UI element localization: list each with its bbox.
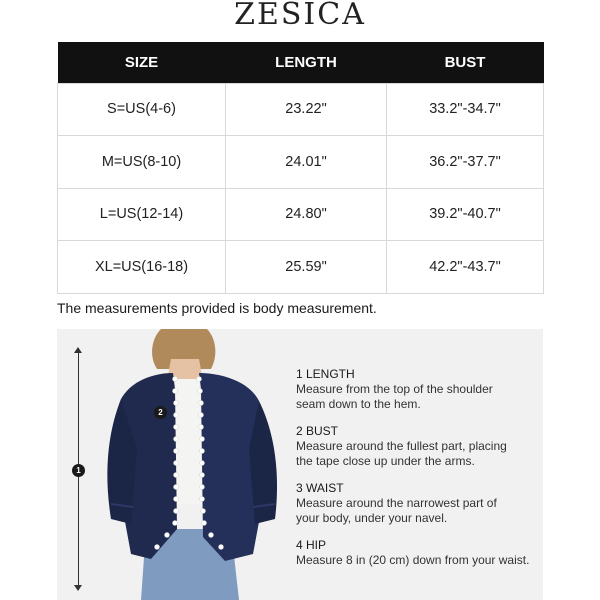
length-cell: 25.59" bbox=[226, 241, 387, 294]
bust-cell: 33.2"-34.7" bbox=[387, 83, 544, 136]
size-chart-table bbox=[57, 42, 544, 294]
measure-bust bbox=[296, 424, 536, 469]
length-cell: 24.80" bbox=[226, 188, 387, 241]
bust-cell: 39.2"-40.7" bbox=[387, 188, 544, 241]
size-cell: M=US(8-10) bbox=[58, 136, 226, 189]
table-row bbox=[58, 188, 544, 241]
size-cell: S=US(4-6) bbox=[58, 83, 226, 136]
arrow-down-icon bbox=[74, 585, 82, 591]
measure-desc-line: the tape close up under the arms. bbox=[296, 454, 475, 468]
header-bust: BUST bbox=[387, 42, 544, 83]
bust-marker-badge: 2 bbox=[154, 406, 167, 419]
measure-waist bbox=[296, 481, 536, 526]
measure-title: 1 LENGTH bbox=[296, 367, 355, 381]
measure-desc-line: Measure from the top of the shoulder bbox=[296, 382, 493, 396]
measure-desc-line: Measure around the fullest part, placing bbox=[296, 439, 507, 453]
measure-title: 2 BUST bbox=[296, 424, 339, 438]
measure-length bbox=[296, 367, 536, 412]
measurement-note: The measurements provided is body measurement. bbox=[57, 300, 377, 316]
size-cell: XL=US(16-18) bbox=[58, 241, 226, 294]
table-row bbox=[58, 241, 544, 294]
model-figure bbox=[91, 329, 291, 600]
length-cell: 24.01" bbox=[226, 136, 387, 189]
table-row bbox=[58, 83, 544, 136]
measurement-instructions bbox=[296, 367, 536, 580]
bust-cell: 42.2"-43.7" bbox=[387, 241, 544, 294]
header-length: LENGTH bbox=[226, 42, 387, 83]
measure-title: 4 HIP bbox=[296, 538, 327, 552]
measure-hip bbox=[296, 538, 536, 568]
header-size: SIZE bbox=[58, 42, 226, 83]
length-cell: 23.22" bbox=[226, 83, 387, 136]
table-row bbox=[58, 136, 544, 189]
brand-logo: ZESICA bbox=[234, 0, 366, 32]
measure-desc-line: Measure around the narrowest part of bbox=[296, 496, 497, 510]
size-cell: L=US(12-14) bbox=[58, 188, 226, 241]
bust-cell: 36.2"-37.7" bbox=[387, 136, 544, 189]
measure-title: 3 WAIST bbox=[296, 481, 344, 495]
measurement-guide-panel bbox=[57, 329, 543, 600]
length-marker-badge: 1 bbox=[72, 464, 85, 477]
measure-desc-line: your body, under your navel. bbox=[296, 511, 448, 525]
measure-desc-line: Measure 8 in (20 cm) down from your waist. bbox=[296, 553, 530, 567]
table-header-row bbox=[58, 42, 544, 83]
measure-desc-line: seam down to the hem. bbox=[296, 397, 421, 411]
